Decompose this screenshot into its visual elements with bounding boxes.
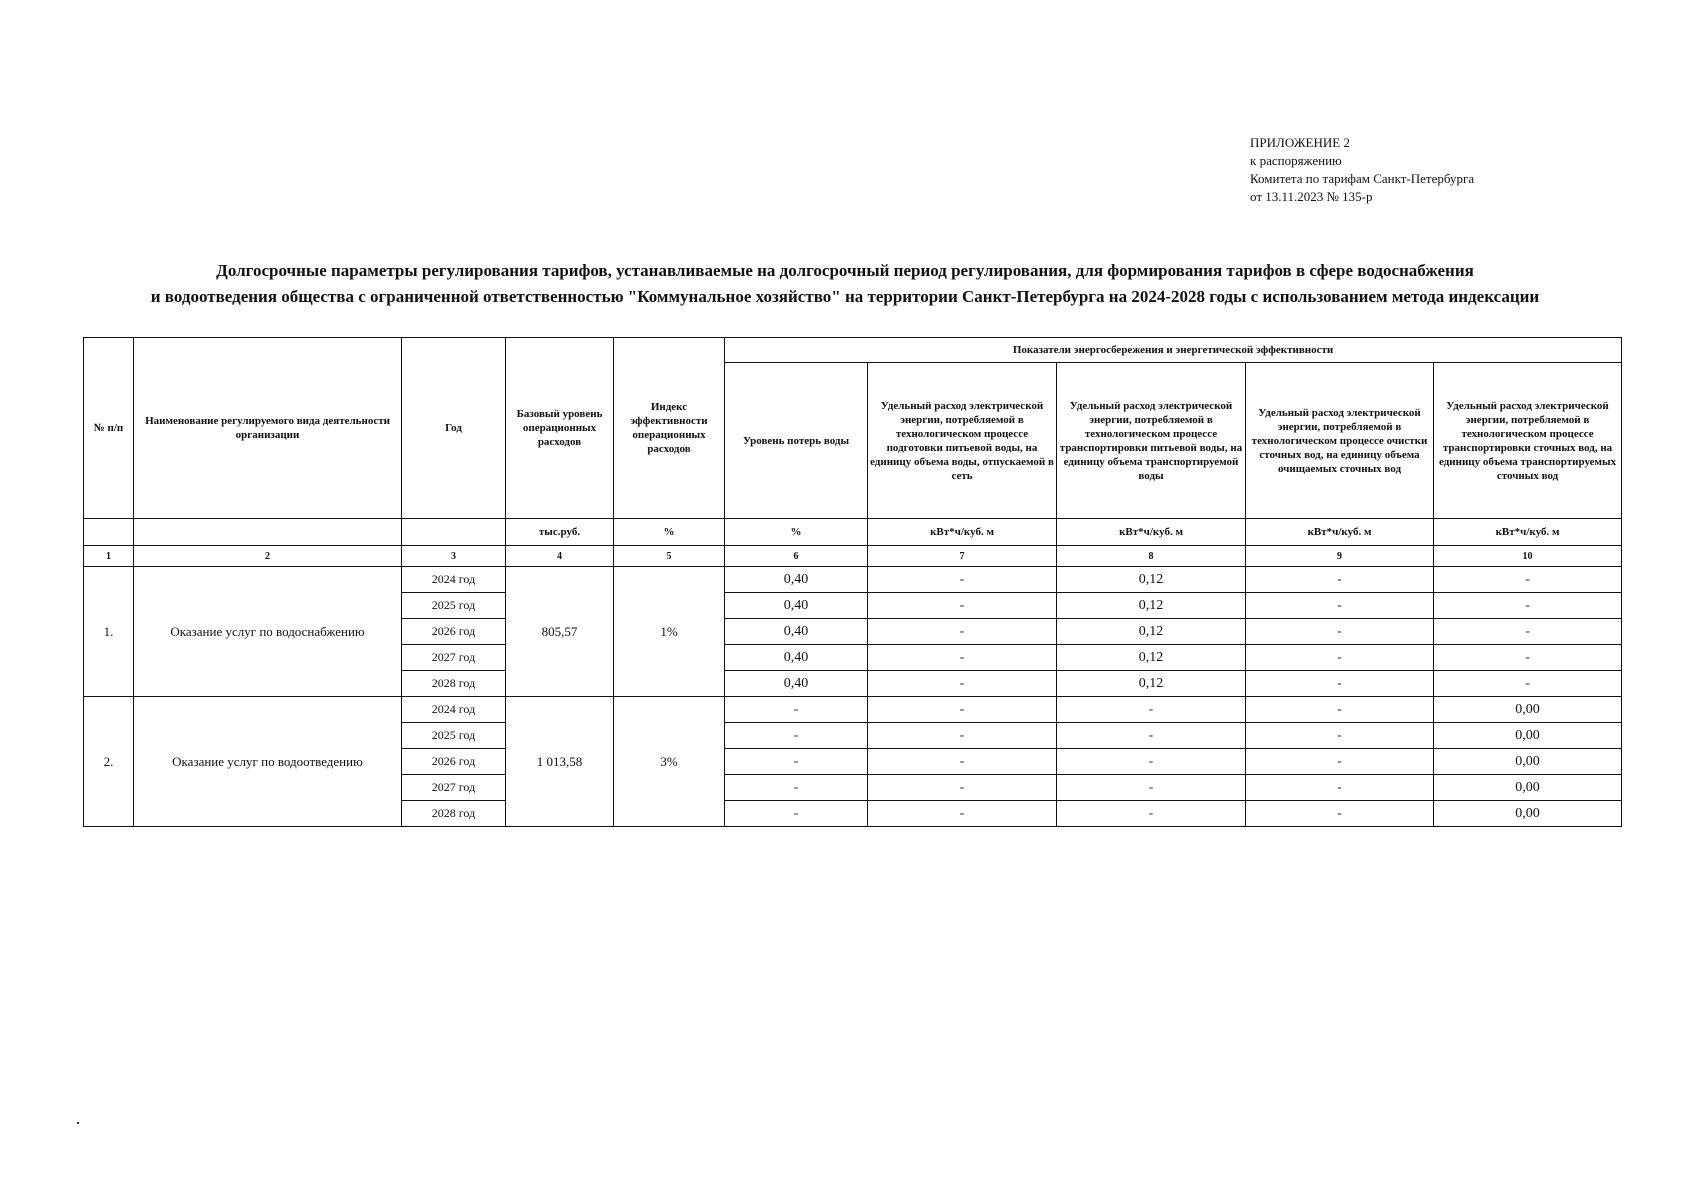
- c7-value: -: [868, 619, 1057, 645]
- header-c7: Удельный расход электрической энергии, потребляемой в технологическом процессе подготовки питьевой воды, на единицу объема воды, отпускаемой в сеть: [868, 363, 1057, 519]
- year-cell: 2027 год: [402, 645, 506, 671]
- title-line-1: Долгосрочные параметры регулирования тарифов, устанавливаемые на долгосрочный период регулирования, для формирования тарифов в сфере водоснабжения: [216, 261, 1474, 280]
- c9-value: -: [1246, 671, 1434, 697]
- header-c10: Удельный расход электрической энергии, потребляемой в технологическом процессе транспортировки сточных вод, на единицу объема транспортируемых сточных вод: [1434, 363, 1622, 519]
- col-number: 8: [1057, 546, 1246, 567]
- table-row: [84, 697, 1622, 723]
- c8-value: 0,12: [1057, 593, 1246, 619]
- header-num: № п/п: [84, 338, 134, 519]
- loss-value: -: [725, 697, 868, 723]
- loss-value: -: [725, 801, 868, 827]
- c7-value: -: [868, 723, 1057, 749]
- year-cell: 2026 год: [402, 749, 506, 775]
- col-number: 10: [1434, 546, 1622, 567]
- c10-value: -: [1434, 619, 1622, 645]
- c10-value: -: [1434, 645, 1622, 671]
- col-number: 7: [868, 546, 1057, 567]
- col-number: 2: [134, 546, 402, 567]
- base-level-value: 1 013,58: [506, 697, 614, 827]
- year-cell: 2028 год: [402, 801, 506, 827]
- unit-empty: [134, 519, 402, 546]
- loss-value: -: [725, 749, 868, 775]
- year-cell: 2025 год: [402, 723, 506, 749]
- c8-value: -: [1057, 723, 1246, 749]
- unit-c10: кВт*ч/куб. м: [1434, 519, 1622, 546]
- c7-value: -: [868, 593, 1057, 619]
- col-number: 6: [725, 546, 868, 567]
- base-level-value: 805,57: [506, 567, 614, 697]
- c10-value: 0,00: [1434, 749, 1622, 775]
- c8-value: -: [1057, 801, 1246, 827]
- service-name: Оказание услуг по водоснабжению: [134, 567, 402, 697]
- c8-value: 0,12: [1057, 645, 1246, 671]
- year-cell: 2027 год: [402, 775, 506, 801]
- unit-index: %: [614, 519, 725, 546]
- c7-value: -: [868, 645, 1057, 671]
- loss-value: 0,40: [725, 619, 868, 645]
- c10-value: -: [1434, 567, 1622, 593]
- attachment-ref: к распоряжению: [1250, 153, 1342, 168]
- c8-value: -: [1057, 697, 1246, 723]
- c9-value: -: [1246, 723, 1434, 749]
- header-year: Год: [402, 338, 506, 519]
- header-base: Базовый уровень операционных расходов: [506, 338, 614, 519]
- table-row: [84, 567, 1622, 593]
- service-number: 1.: [84, 567, 134, 697]
- c8-value: 0,12: [1057, 671, 1246, 697]
- c8-value: -: [1057, 749, 1246, 775]
- c8-value: 0,12: [1057, 619, 1246, 645]
- c7-value: -: [868, 671, 1057, 697]
- scan-dot: [77, 1122, 79, 1124]
- c7-value: -: [868, 697, 1057, 723]
- unit-c8: кВт*ч/куб. м: [1057, 519, 1246, 546]
- title-line-2: и водоотведения общества с ограниченной ответственностью "Коммунальное хозяйство" на территории Санкт-Петербурга на 2024-2028 годы с использованием метода индексации: [150, 287, 1540, 306]
- loss-value: 0,40: [725, 645, 868, 671]
- attachment-title: ПРИЛОЖЕНИЕ 2: [1250, 135, 1350, 150]
- loss-value: 0,40: [725, 671, 868, 697]
- c10-value: 0,00: [1434, 723, 1622, 749]
- header-loss: Уровень потерь воды: [725, 363, 868, 519]
- year-cell: 2025 год: [402, 593, 506, 619]
- year-cell: 2024 год: [402, 697, 506, 723]
- year-cell: 2026 год: [402, 619, 506, 645]
- c9-value: -: [1246, 567, 1434, 593]
- column-numbers-row: [84, 546, 1622, 567]
- attachment-committee: Комитета по тарифам Санкт-Петербурга: [1250, 171, 1475, 186]
- service-name: Оказание услуг по водоотведению: [134, 697, 402, 827]
- c9-value: -: [1246, 697, 1434, 723]
- c9-value: -: [1246, 801, 1434, 827]
- efficiency-index-value: 1%: [614, 567, 725, 697]
- col-number: 5: [614, 546, 725, 567]
- c8-value: 0,12: [1057, 567, 1246, 593]
- col-number: 3: [402, 546, 506, 567]
- unit-base: тыс.руб.: [506, 519, 614, 546]
- units-row: [84, 519, 1622, 546]
- unit-c9: кВт*ч/куб. м: [1246, 519, 1434, 546]
- unit-loss: %: [725, 519, 868, 546]
- c9-value: -: [1246, 775, 1434, 801]
- c10-value: -: [1434, 593, 1622, 619]
- service-number: 2.: [84, 697, 134, 827]
- year-cell: 2028 год: [402, 671, 506, 697]
- c9-value: -: [1246, 593, 1434, 619]
- loss-value: 0,40: [725, 593, 868, 619]
- col-number: 1: [84, 546, 134, 567]
- header-c9: Удельный расход электрической энергии, потребляемой в технологическом процессе очистки сточных вод, на единицу объема очищаемых сточных вод: [1246, 363, 1434, 519]
- c7-value: -: [868, 801, 1057, 827]
- unit-c7: кВт*ч/куб. м: [868, 519, 1057, 546]
- c7-value: -: [868, 775, 1057, 801]
- header-index: Индекс эффективности операционных расходов: [614, 338, 725, 519]
- c10-value: -: [1434, 671, 1622, 697]
- attachment-date: от 13.11.2023 № 135-р: [1250, 189, 1373, 204]
- c7-value: -: [868, 567, 1057, 593]
- unit-empty: [402, 519, 506, 546]
- c8-value: -: [1057, 775, 1246, 801]
- col-number: 4: [506, 546, 614, 567]
- c10-value: 0,00: [1434, 801, 1622, 827]
- c7-value: -: [868, 749, 1057, 775]
- unit-empty: [84, 519, 134, 546]
- header-energy-group: Показатели энергосбережения и энергетической эффективности: [725, 338, 1622, 363]
- attachment-header: [1250, 134, 1474, 206]
- loss-value: -: [725, 775, 868, 801]
- efficiency-index-value: 3%: [614, 697, 725, 827]
- parameters-table: [83, 337, 1622, 827]
- col-number: 9: [1246, 546, 1434, 567]
- header-row-1: [84, 338, 1622, 363]
- c10-value: 0,00: [1434, 697, 1622, 723]
- c10-value: 0,00: [1434, 775, 1622, 801]
- header-c8: Удельный расход электрической энергии, потребляемой в технологическом процессе транспортировки питьевой воды, на единицу объема транспортируемой воды: [1057, 363, 1246, 519]
- loss-value: -: [725, 723, 868, 749]
- loss-value: 0,40: [725, 567, 868, 593]
- header-name: Наименование регулируемого вида деятельности организации: [134, 338, 402, 519]
- year-cell: 2024 год: [402, 567, 506, 593]
- document-title: [60, 258, 1630, 310]
- c9-value: -: [1246, 645, 1434, 671]
- c9-value: -: [1246, 619, 1434, 645]
- c9-value: -: [1246, 749, 1434, 775]
